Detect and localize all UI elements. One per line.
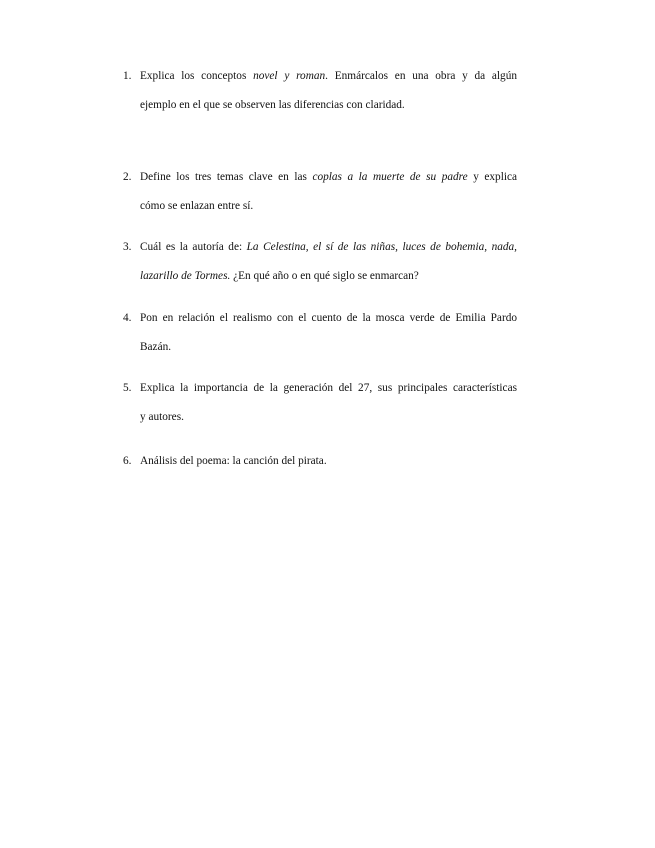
question-3 bbox=[123, 233, 517, 291]
question-5 bbox=[123, 374, 517, 432]
question-1 bbox=[123, 62, 517, 120]
question-text-line-1: Cuál es la autoría de: La Celestina, el sí de las niñas, luces de bohemia, nada, bbox=[140, 241, 518, 253]
question-number: 6. bbox=[123, 455, 132, 467]
question-number: 4. bbox=[123, 312, 132, 324]
question-number: 2. bbox=[123, 171, 132, 183]
question-number: 3. bbox=[123, 241, 132, 253]
question-number: 1. bbox=[123, 70, 132, 82]
question-4 bbox=[123, 304, 517, 362]
question-6 bbox=[123, 447, 517, 476]
question-text-line-1: Análisis del poema: la canción del pirata. bbox=[140, 455, 327, 467]
question-text-line-2: ejemplo en el que se observen las diferencias con claridad. bbox=[140, 99, 405, 111]
question-text-line-2: y autores. bbox=[140, 411, 184, 423]
question-text-line-2: lazarillo de Tormes. ¿En qué año o en qué siglo se enmarcan? bbox=[140, 270, 419, 282]
question-text-line-1: Define los tres temas clave en las coplas a la muerte de su padre y explica bbox=[140, 171, 518, 183]
question-number: 5. bbox=[123, 382, 132, 394]
question-text-line-1: Pon en relación el realismo con el cuento de la mosca verde de Emilia Pardo bbox=[140, 312, 517, 324]
question-text-line-2: cómo se enlazan entre sí. bbox=[140, 200, 254, 212]
question-2 bbox=[123, 163, 517, 221]
question-text-line-1: Explica la importancia de la generación del 27, sus principales características bbox=[140, 382, 517, 394]
question-text-line-1: Explica los conceptos novel y roman. Enmárcalos en una obra y da algún bbox=[140, 70, 517, 82]
question-text-line-2: Bazán. bbox=[140, 341, 172, 353]
